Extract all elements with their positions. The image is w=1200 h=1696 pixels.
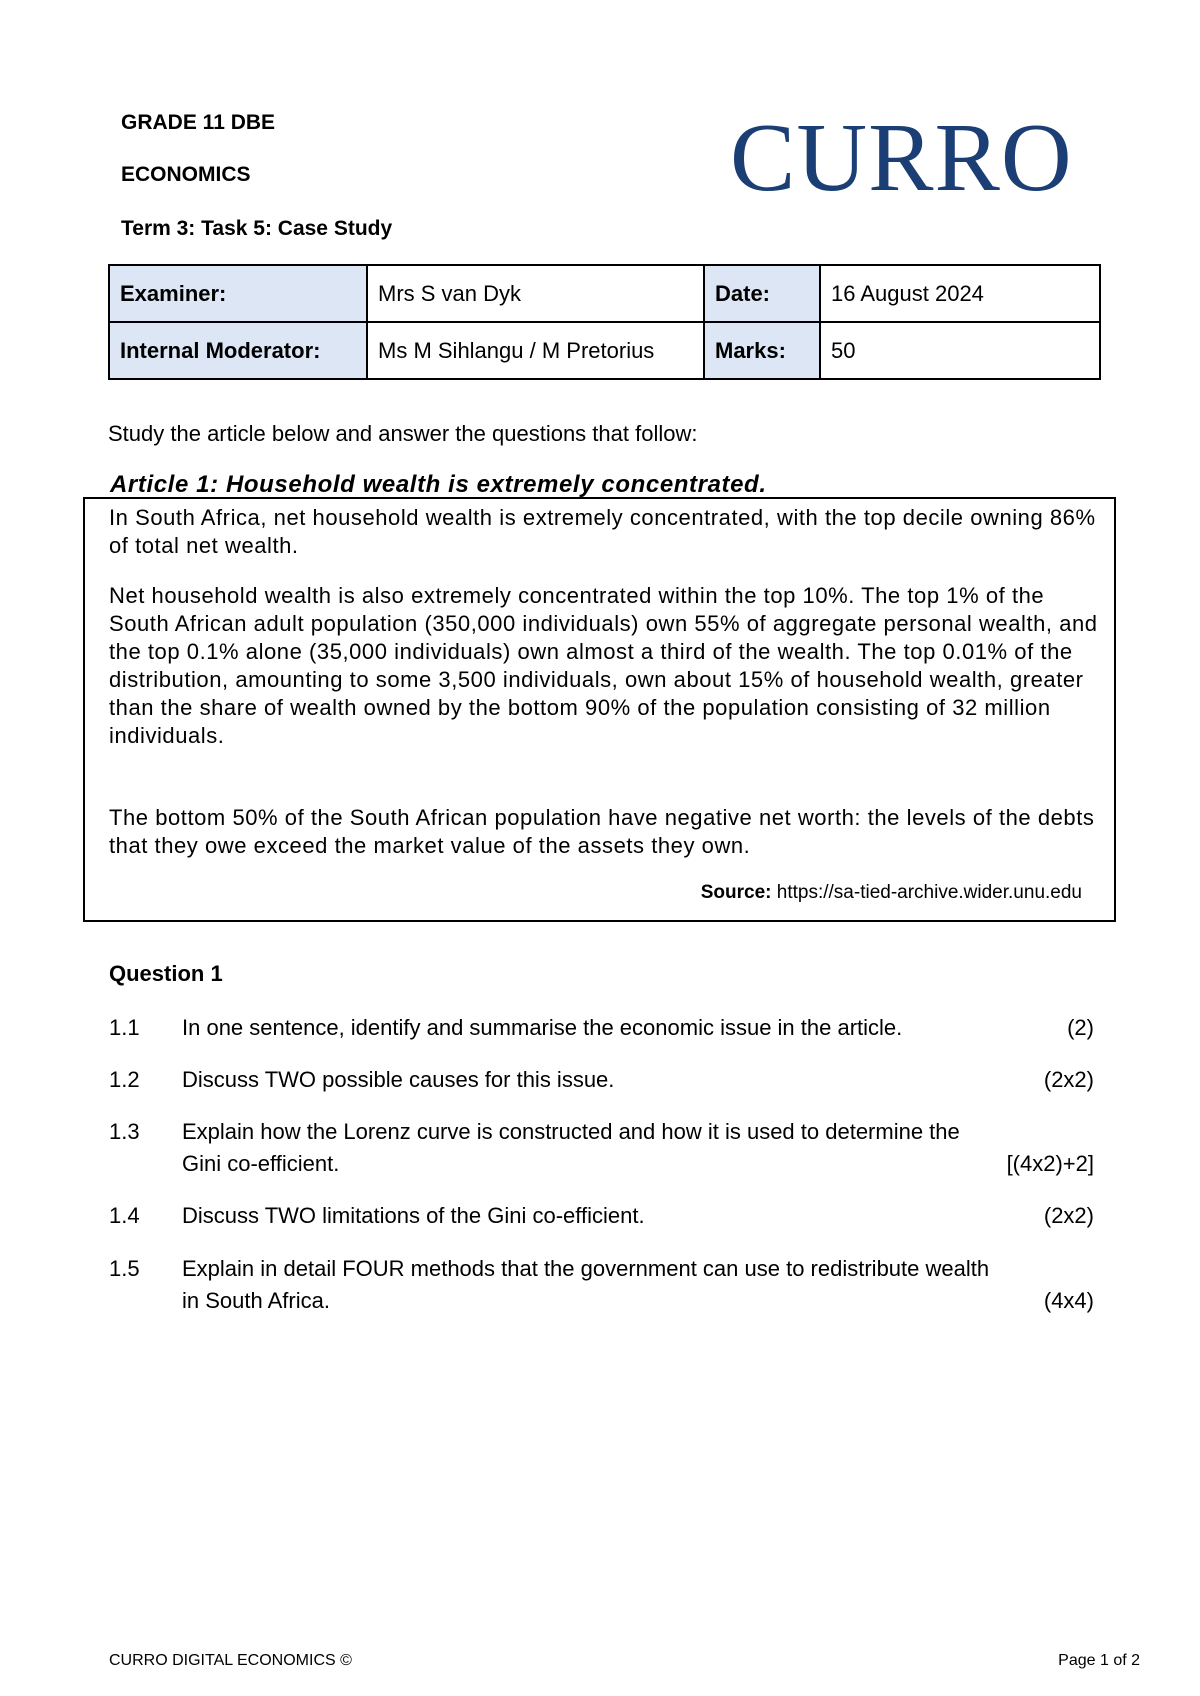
article-paragraph: The bottom 50% of the South African population have negative net worth: the levels of the debts that they owe exceed the market value of the assets they own. — [109, 805, 1095, 858]
marks-value: 50 — [820, 322, 1100, 379]
source-label: Source: — [700, 882, 772, 903]
article-title: Article 1: Household wealth is extremely concentrated. — [110, 471, 767, 498]
subject-heading: ECONOMICS — [121, 163, 251, 186]
article-paragraph: In South Africa, net household wealth is extremely concentrated, with the top decile owning 86% of total net wealth. — [109, 505, 1096, 558]
question-item — [109, 1200, 1094, 1232]
article-paragraph: Net household wealth is also extremely concentrated within the top 10%. The top 1% of the South African adult population (350,000 individuals) own 55% of aggregate personal wealth, and the top 0.1% alone (35,000 individuals) own almost a third of the wealth. The top 0.01% of the distribution, amounting to some 3,500 individuals, own about 15% of household wealth, greater than the share of wealth owned by the bottom 90% of the population consisting of 32 million individuals. — [109, 583, 1098, 748]
source-url: https://sa-tied-archive.wider.unu.edu — [776, 882, 1082, 903]
moderator-label: Internal Moderator: — [109, 322, 367, 379]
date-label: Date: — [704, 265, 820, 322]
marks-label: Marks: — [704, 322, 820, 379]
date-value: 16 August 2024 — [820, 265, 1100, 322]
question-text: Discuss TWO limitations of the Gini co-efficient. — [182, 1203, 645, 1228]
question-text: In one sentence, identify and summarise the economic issue in the article. — [182, 1015, 903, 1040]
question-item — [109, 1253, 1094, 1317]
question-item — [109, 1064, 1094, 1096]
footer-page-number: Page 1 of 2 — [1058, 1652, 1140, 1669]
task-heading: Term 3: Task 5: Case Study — [121, 217, 393, 240]
question-text: Discuss TWO possible causes for this issue. — [182, 1067, 615, 1092]
question-number: 1.1 — [109, 1015, 140, 1040]
question-number: 1.4 — [109, 1203, 140, 1228]
question-number: 1.5 — [109, 1256, 140, 1281]
question-number: 1.2 — [109, 1067, 140, 1092]
question-item — [109, 1012, 1094, 1044]
question-number: 1.3 — [109, 1119, 140, 1144]
question-heading: Question 1 — [109, 961, 223, 986]
question-text: Explain how the Lorenz curve is constructed and how it is used to determine the Gini co-efficient. — [182, 1119, 960, 1176]
question-marks: (2x2) — [1043, 1203, 1094, 1228]
question-text: Explain in detail FOUR methods that the government can use to redistribute wealth in South Africa. — [182, 1256, 990, 1313]
moderator-value: Ms M Sihlangu / M Pretorius — [367, 322, 704, 379]
article-source — [701, 881, 1082, 905]
examiner-label: Examiner: — [109, 265, 367, 322]
question-marks: [(4x2)+2] — [1006, 1151, 1094, 1176]
question-marks: (2) — [1067, 1015, 1094, 1040]
exam-info-row — [109, 265, 1100, 322]
instruction-text: Study the article below and answer the questions that follow: — [108, 421, 698, 446]
question-marks: (2x2) — [1043, 1067, 1094, 1092]
grade-heading: GRADE 11 DBE — [121, 111, 276, 134]
curro-logo: CURRO — [730, 104, 1073, 212]
exam-info-table — [108, 264, 1101, 380]
exam-info-row — [109, 322, 1100, 379]
question-item — [109, 1116, 1094, 1180]
question-marks: (4x4) — [1043, 1288, 1094, 1313]
examiner-value: Mrs S van Dyk — [367, 265, 704, 322]
article-box — [83, 497, 1116, 922]
footer-left: CURRO DIGITAL ECONOMICS © — [109, 1652, 352, 1669]
